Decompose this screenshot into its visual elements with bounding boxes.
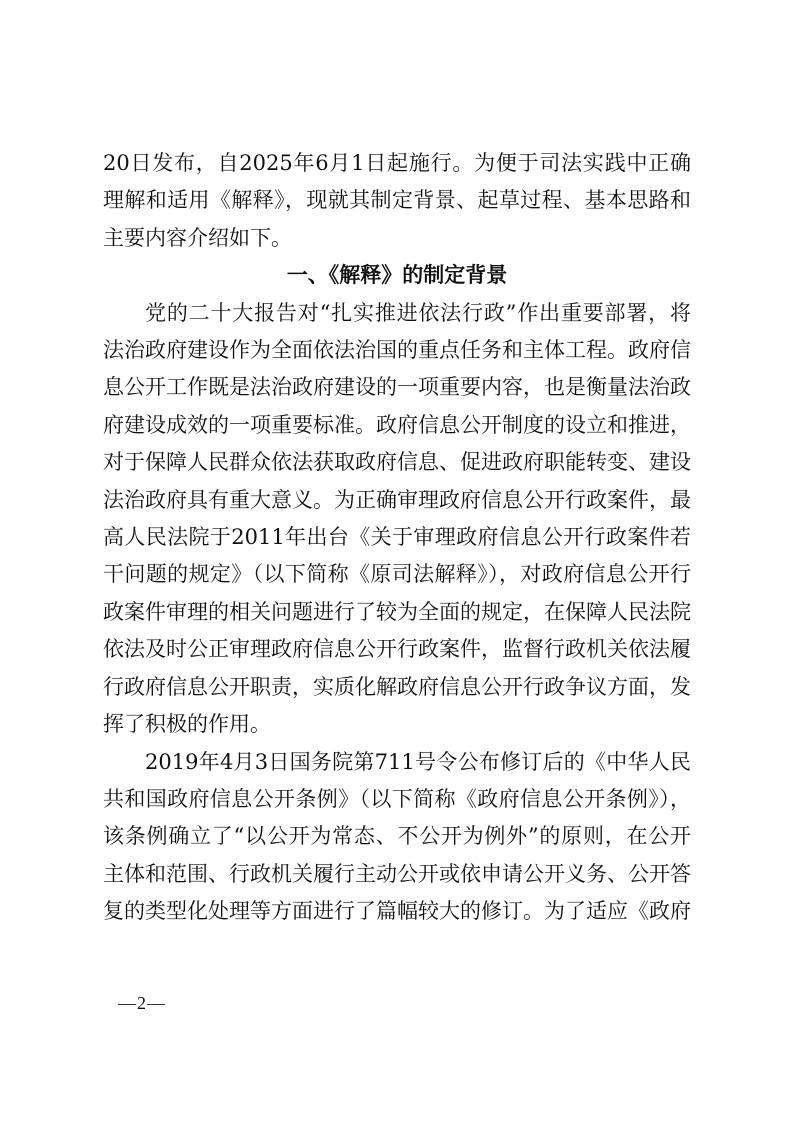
regulation-paragraph: 2019年4月3日国务院第711号令公布修订后的《中华人民共和国政府信息公开条例》（以下简称《政府信息公开条例》），该条例确立了“以公开为常态、不公开为例外”的原则，在公开主体和范围、行政机关履行主动公开或依申请公开义务、公开答复的类型化处理等方面进行了篇幅较大的修订。为了适应《政府 [103, 749, 691, 924]
page-number: —2— [118, 993, 166, 1013]
background-paragraph: 党的二十大报告对“扎实推进依法行政”作出重要部署，将法治政府建设作为全面依法治国的重点任务和主体工程。政府信息公开工作既是法治政府建设的一项重要内容，也是衡量法治政府建设成效的一项重要标准。政府信息公开制度的设立和推进，对于保障人民群众依法获取政府信息、促进政府职能转变、建设法治政府具有重大意义。为正确审理政府信息公开行政案件，最高人民法院于2011年出台《关于审理政府信息公开行政案件若干问题的规定》（以下简称《原司法解释》），对政府信息公开行政案件审理的相关问题进行了较为全面的规定，在保障人民法院依法及时公正审理政府信息公开行政案件，监督行政机关依法履行政府信息公开职责，实质化解政府信息公开行政争议方面，发挥了积极的作用。 [103, 300, 691, 737]
document-body [103, 145, 691, 931]
section-heading: 一、《解释》的制定背景 [286, 263, 508, 288]
intro-paragraph: 20日发布，自2025年6月1日起施行。为便于司法实践中正确理解和适用《解释》，现就其制定背景、起草过程、基本思路和主要内容介绍如下。 [103, 151, 691, 250]
